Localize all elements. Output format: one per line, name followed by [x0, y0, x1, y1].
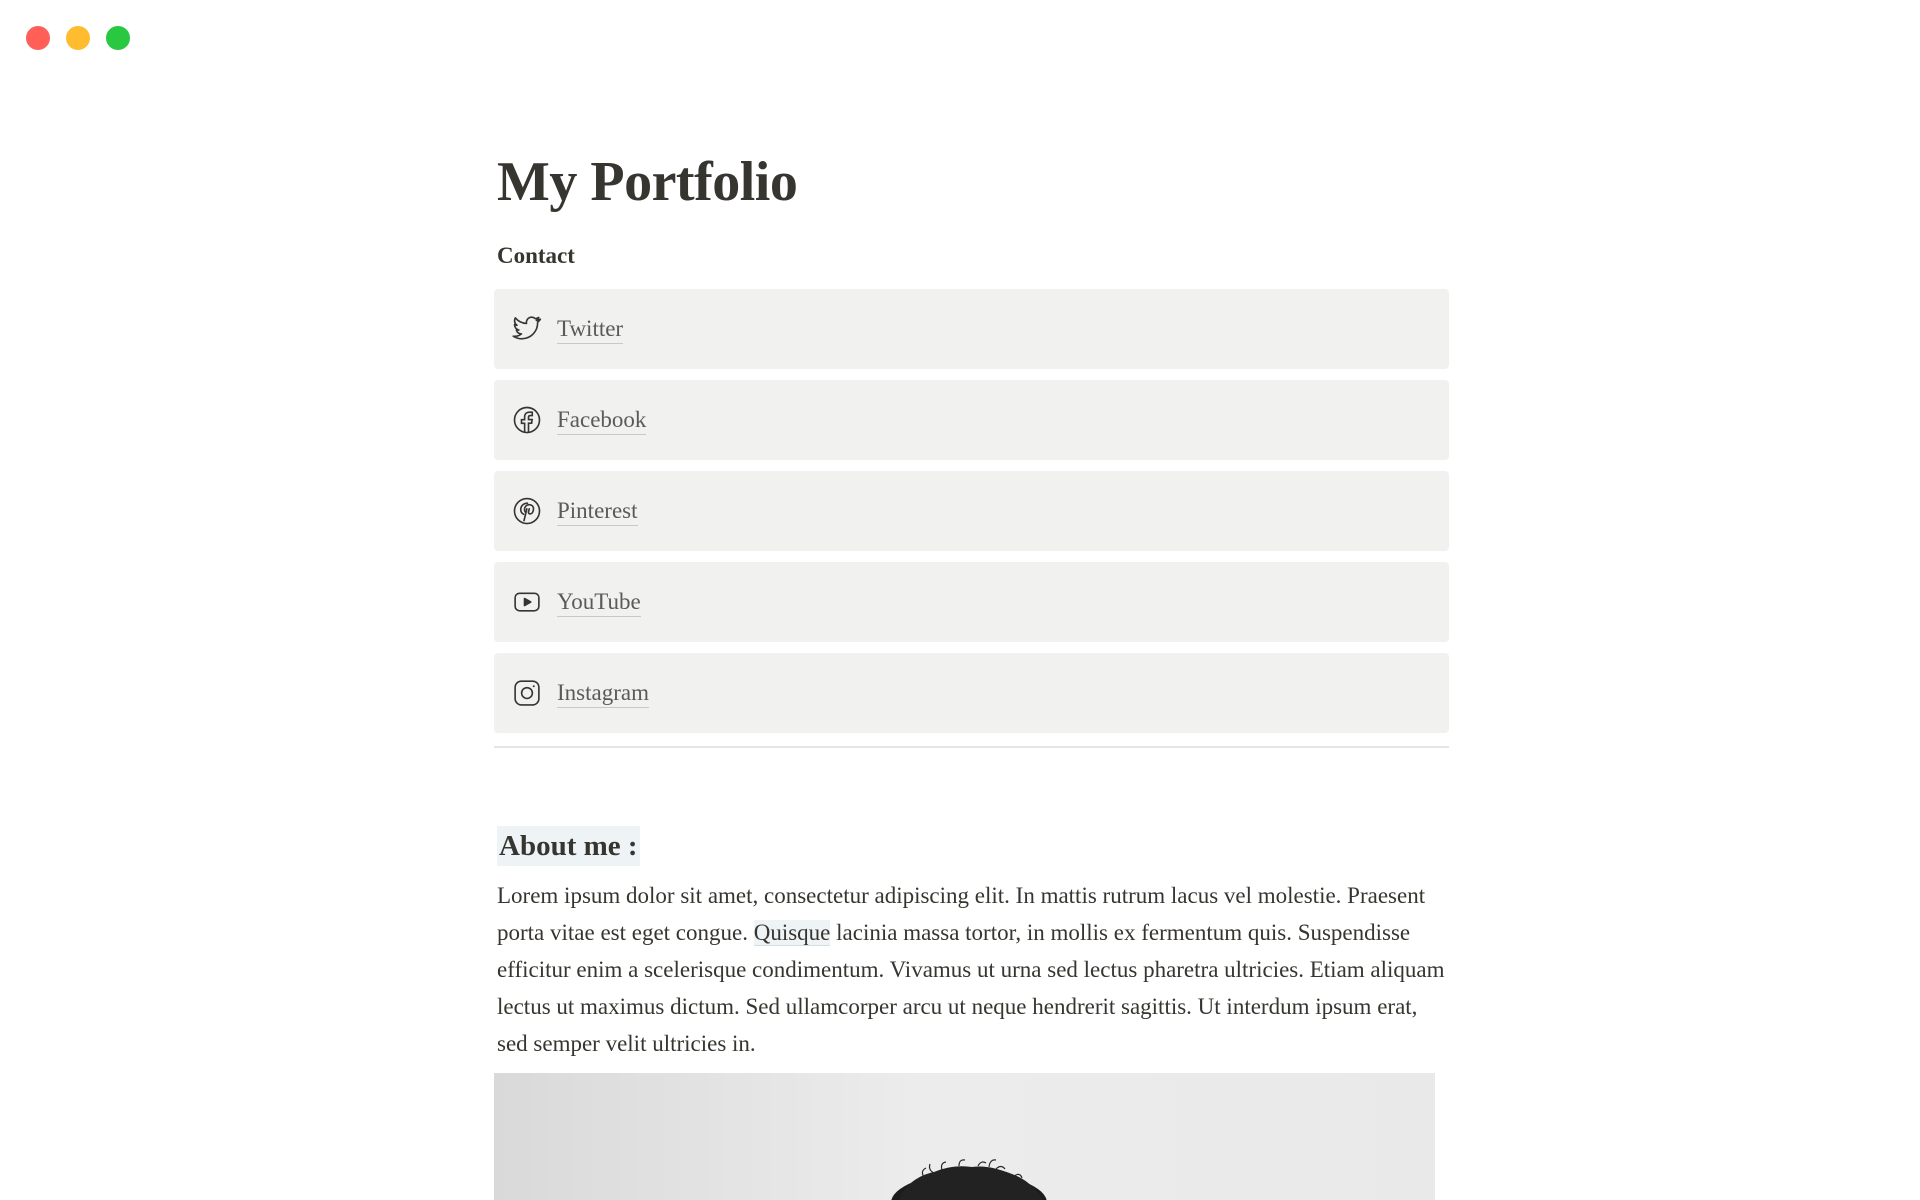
close-window-button[interactable]: [26, 26, 50, 50]
minimize-window-button[interactable]: [66, 26, 90, 50]
about-text-end: lacinia massa tortor, in mollis ex fermentum quis. Suspendisse efficitur enim a scelerisque condimentum. Vivamus ut urna sed lectus pharetra ultricies. Etiam aliquam lectus ut maximus dictum. Sed ullamcorper arcu ut neque hendrerit sagittis. Ut interdum ipsum erat, sed semper velit ultricies in.: [497, 920, 1445, 1056]
window-controls: [26, 26, 130, 50]
link-card-twitter[interactable]: [494, 289, 1449, 369]
highlighted-word: Quisque: [753, 920, 831, 945]
page-title: My Portfolio: [497, 151, 798, 213]
contact-links: [494, 289, 1449, 744]
youtube-icon: [512, 587, 542, 617]
about-paragraph: [497, 877, 1452, 1062]
link-label-instagram[interactable]: Instagram: [557, 679, 649, 708]
twitter-icon: [512, 314, 542, 344]
link-label-youtube[interactable]: YouTube: [557, 588, 641, 617]
link-card-facebook[interactable]: [494, 380, 1449, 460]
about-text-start: Lorem ipsum dolor sit amet, consectetur adipiscing elit. In mattis rutrum lacus vel molestie. Praesent porta vitae est eget congue.: [497, 883, 1426, 945]
contact-heading: Contact: [497, 243, 575, 268]
link-card-youtube[interactable]: [494, 562, 1449, 642]
divider: [494, 746, 1449, 748]
link-card-pinterest[interactable]: [494, 471, 1449, 551]
zoom-window-button[interactable]: [106, 26, 130, 50]
link-label-twitter[interactable]: Twitter: [557, 315, 623, 344]
portrait-hair-graphic: [494, 1073, 1435, 1200]
pinterest-icon: [512, 496, 542, 526]
link-label-facebook[interactable]: Facebook: [557, 406, 646, 435]
portrait-photo: [494, 1073, 1435, 1200]
about-heading: About me :: [497, 826, 640, 866]
link-label-pinterest[interactable]: Pinterest: [557, 497, 638, 526]
instagram-icon: [512, 678, 542, 708]
facebook-icon: [512, 405, 542, 435]
link-card-instagram[interactable]: [494, 653, 1449, 733]
